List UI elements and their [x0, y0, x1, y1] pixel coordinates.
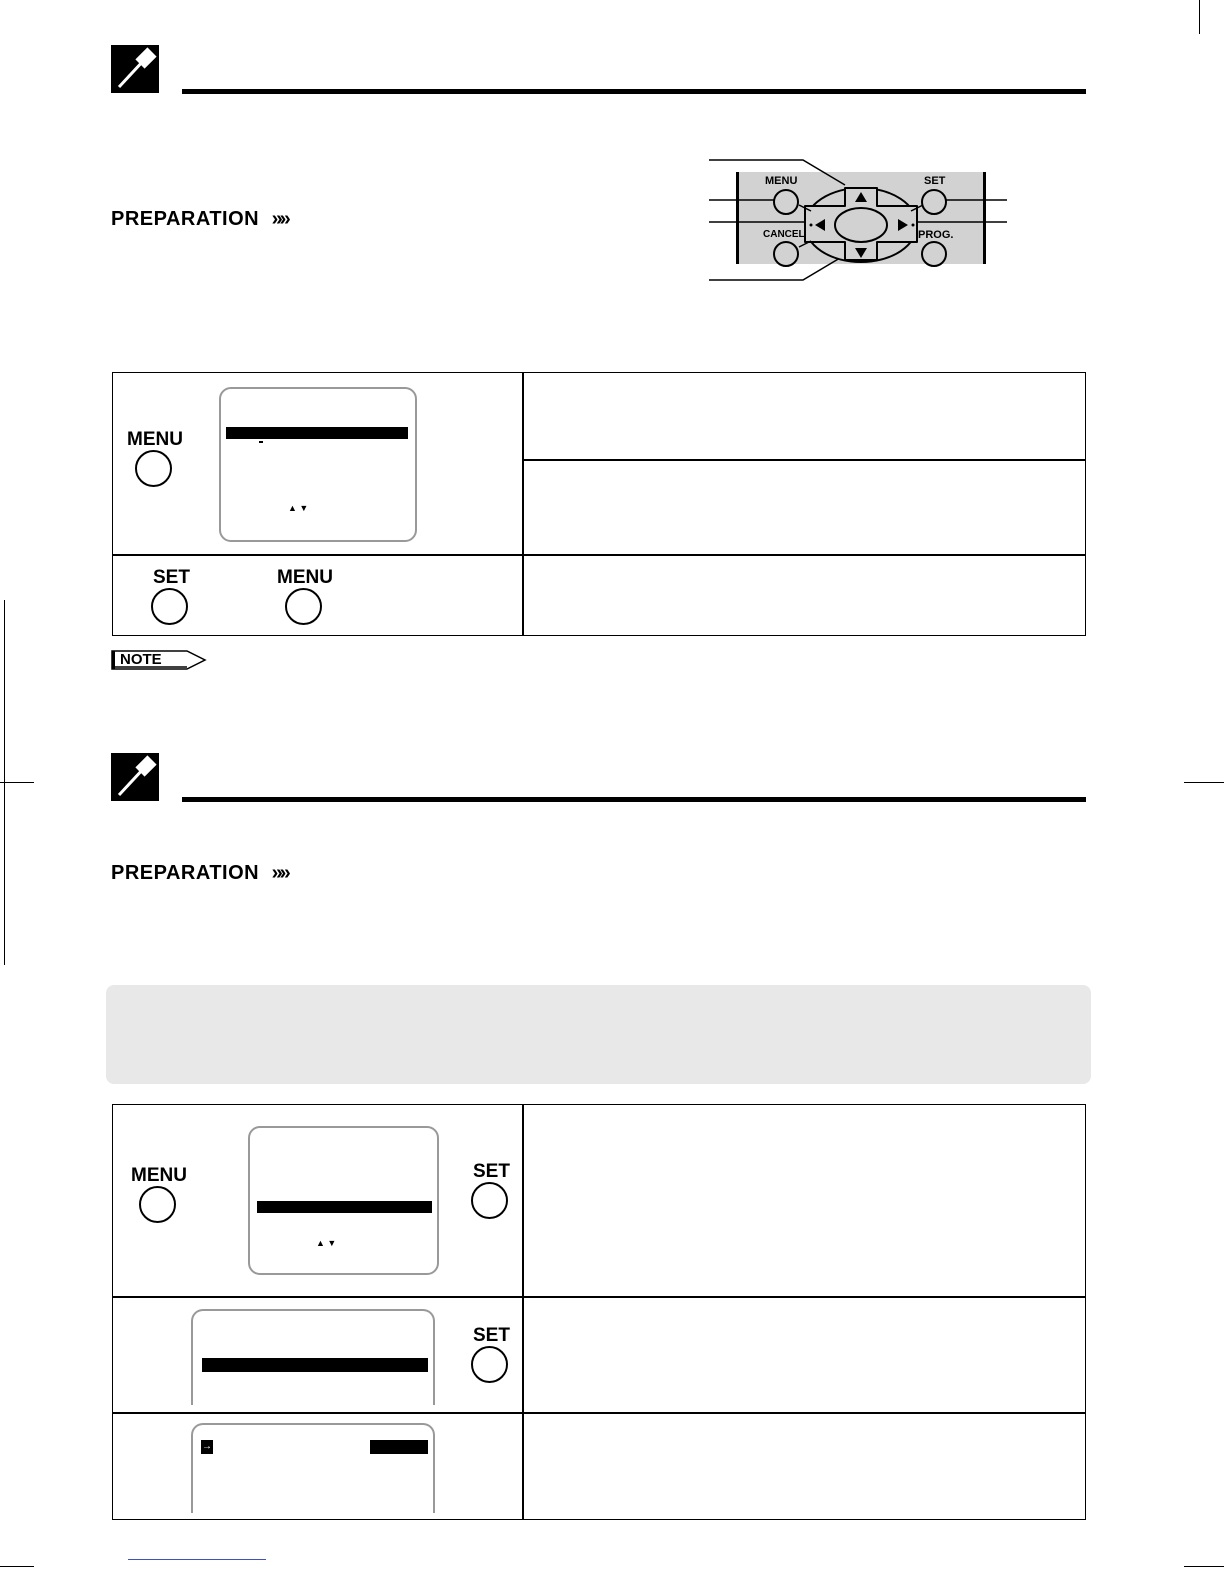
cursor-box [201, 1440, 213, 1454]
set-button-label-2: SET [473, 1161, 510, 1182]
crop-mark-bottom-left [0, 1566, 34, 1567]
value-highlight [370, 1440, 428, 1454]
set-button[interactable] [151, 588, 188, 625]
highlight-bar-3 [202, 1358, 428, 1372]
remote-diagram [705, 155, 1015, 285]
remote-menu-label: MENU [765, 175, 798, 187]
highlight-bar [226, 427, 408, 439]
remote-prog-label: PROG. [918, 229, 954, 241]
remote-set-label: SET [924, 175, 946, 187]
menu-button-label: MENU [127, 429, 183, 450]
menu-screen-2 [248, 1126, 439, 1275]
cursor-arrow-icon: → [202, 1441, 212, 1452]
info-box [106, 985, 1091, 1084]
section-rule-2 [182, 797, 1086, 802]
crop-mark-top-right [1199, 0, 1200, 34]
footer-line [128, 1559, 266, 1560]
set-button-2[interactable] [471, 1182, 508, 1219]
note-label: NOTE [120, 651, 162, 668]
menu-button-3[interactable] [139, 1186, 176, 1223]
highlight-bar-2 [257, 1201, 432, 1213]
menu-button-2[interactable] [285, 588, 322, 625]
preparation-label: PREPARATION [111, 208, 260, 230]
cursor-dash [259, 441, 263, 443]
menu-button-label-3: MENU [131, 1165, 187, 1186]
submenu-screen [191, 1309, 435, 1405]
steps-table-1 [112, 372, 1086, 636]
menu-button[interactable] [135, 450, 172, 487]
set-button-3[interactable] [471, 1346, 508, 1383]
set-button-label-3: SET [473, 1325, 510, 1346]
screen-scroll-arrows: ▲ ▼ [288, 503, 309, 513]
crop-mark-bottom-right [1184, 1566, 1224, 1567]
pen-icon [111, 45, 159, 93]
chevrons-icon-2: »» [271, 862, 288, 884]
chevrons-icon: »» [271, 208, 288, 230]
remote-cancel-label: CANCEL [763, 229, 805, 240]
crop-mark-right [1184, 782, 1224, 783]
remote-set-button[interactable] [921, 189, 947, 215]
steps-table-2 [112, 1104, 1086, 1520]
setting-screen [191, 1423, 435, 1513]
menu-button-label-2: MENU [277, 567, 333, 588]
section-rule [182, 89, 1086, 94]
pen-icon-2 [111, 753, 159, 801]
note-tag [111, 650, 207, 670]
remote-menu-button[interactable] [773, 189, 799, 215]
preparation-label-2: PREPARATION [111, 862, 260, 884]
preparation-heading [111, 208, 288, 231]
crop-mark-left [0, 782, 34, 783]
screen-scroll-arrows-2: ▲ ▼ [316, 1238, 337, 1248]
remote-prog-button[interactable] [921, 241, 947, 267]
menu-screen [219, 387, 417, 542]
preparation-heading-2 [111, 862, 288, 885]
crop-mark-left-v [4, 600, 5, 965]
remote-lines [705, 155, 1015, 285]
remote-cancel-button[interactable] [773, 241, 799, 267]
set-button-label: SET [153, 567, 190, 588]
